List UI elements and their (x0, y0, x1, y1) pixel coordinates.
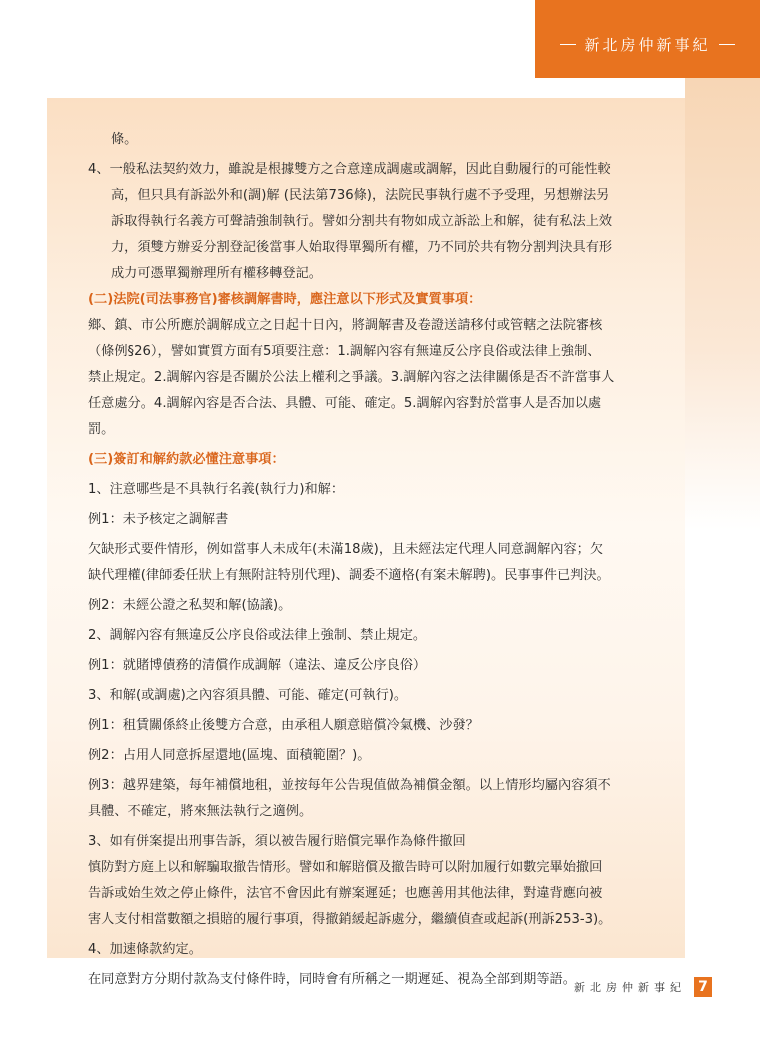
paragraph-line: 例3：越界建築，每年補償地租，並按每年公告現值做為補償金額。以上情形均屬內容須不 (88, 778, 611, 793)
paragraph-line: 4、加速條款約定。 (88, 942, 202, 957)
paragraph-line: 罰。 (88, 422, 115, 437)
section-heading-2: (二)法院(司法事務官)審核調解書時，應注意以下形式及實質事項： (88, 292, 482, 307)
paragraph-line: 鄉、鎮、市公所應於調解成立之日起十日內，將調解書及卷證送請移付或管轄之法院審核 (88, 318, 603, 333)
header-tab (535, 0, 760, 78)
header-title (535, 34, 760, 55)
paragraph-line: 慎防對方庭上以和解騙取撤告情形。譬如和解賠償及撤告時可以附加履行如數完畢始撤回 (88, 860, 603, 875)
paragraph-line: 訴取得執行名義方可聲請強制執行。譬如分割共有物如成立訴訟上和解，徒有私法上效 (111, 214, 613, 229)
header-title-text: 新北房仲新事紀 (584, 36, 711, 54)
paragraph-line: 高，但只具有訴訟外和(調)解 (民法第736條)，法院民事執行處不予受理，另想辦法另 (111, 188, 610, 203)
paragraph-line: 力，須雙方辦妥分割登記後當事人始取得單獨所有權，乃不同於共有物分割判決具有形 (111, 240, 613, 255)
section-heading-3: (三)簽訂和解約款必懂注意事項： (88, 452, 285, 467)
paragraph-line: 2、調解內容有無違反公序良俗或法律上強制、禁止規定。 (88, 628, 427, 643)
paragraph-line: 欠缺形式要件情形，例如當事人未成年(未滿18歲)，且未經法定代理人同意調解內容；欠 (88, 542, 604, 557)
header-line-left (560, 44, 576, 46)
paragraph-line: 任意處分。4.調解內容是否合法、具體、可能、確定。5.調解內容對於當事人是否加以處 (88, 396, 602, 411)
paragraph-line: 3、和解(或調處)之內容須具體、可能、確定(可執行)。 (88, 688, 408, 703)
side-decoration-band (685, 78, 760, 530)
paragraph-line: 禁止規定。2.調解內容是否關於公法上權利之爭議。3.調解內容之法律關係是否不許當事人 (88, 370, 615, 385)
paragraph-line: 例1：租賃關係終止後雙方合意，由承租人願意賠償冷氣機、沙發？ (88, 718, 479, 733)
paragraph-line: （條例§26），譬如實質方面有5項要注意：1.調解內容有無違反公序良俗或法律上強制、 (88, 344, 601, 359)
page-number: 7 (694, 977, 712, 997)
paragraph-line: 告訴或始生效之停止條件，法官不會因此有辦案遲延；也應善用其他法律，對違背應向被 (88, 886, 603, 901)
paragraph-line: 例1：就賭博債務的清償作成調解（違法、違反公序良俗） (88, 658, 427, 673)
paragraph-line: 成力可憑單獨辦理所有權移轉登記。 (111, 266, 322, 281)
header-line-right (719, 44, 735, 46)
paragraph-line: 在同意對方分期付款為支付條件時，同時會有所稱之一期遲延、視為全部到期等語。 (88, 972, 576, 987)
paragraph-line: 缺代理權(律師委任狀上有無附註特別代理)、調委不適格(有案未解聘)。民事事件已判決。 (88, 568, 610, 583)
paragraph-line: 例2：未經公證之私契和解(協議)。 (88, 598, 292, 613)
paragraph-line: 具體、不確定，將來無法執行之適例。 (88, 804, 313, 819)
paragraph-line: 例2：占用人同意拆屋還地(區塊、面積範圍？)。 (88, 748, 371, 763)
paragraph-line: 條。 (111, 132, 138, 147)
footer-label: 新北房仲新事紀 (574, 981, 686, 994)
article-body (88, 127, 658, 993)
paragraph-line: 例1：未予核定之調解書 (88, 512, 229, 527)
list-item-4-line: 4、一般私法契約效力，雖說是根據雙方之合意達成調處或調解，因此自動履行的可能性較 (88, 162, 611, 177)
paragraph-line: 害人支付相當數額之損賠的履行事項，得撤銷緩起訴處分，繼續偵查或起訴(刑訴253-3)。 (88, 912, 612, 927)
paragraph-line: 3、如有併案提出刑事告訴，須以被告履行賠償完畢作為條件撤回 (88, 834, 466, 849)
paragraph-line: 1、注意哪些是不具執行名義(執行力)和解： (88, 482, 345, 497)
page-footer (574, 977, 712, 997)
